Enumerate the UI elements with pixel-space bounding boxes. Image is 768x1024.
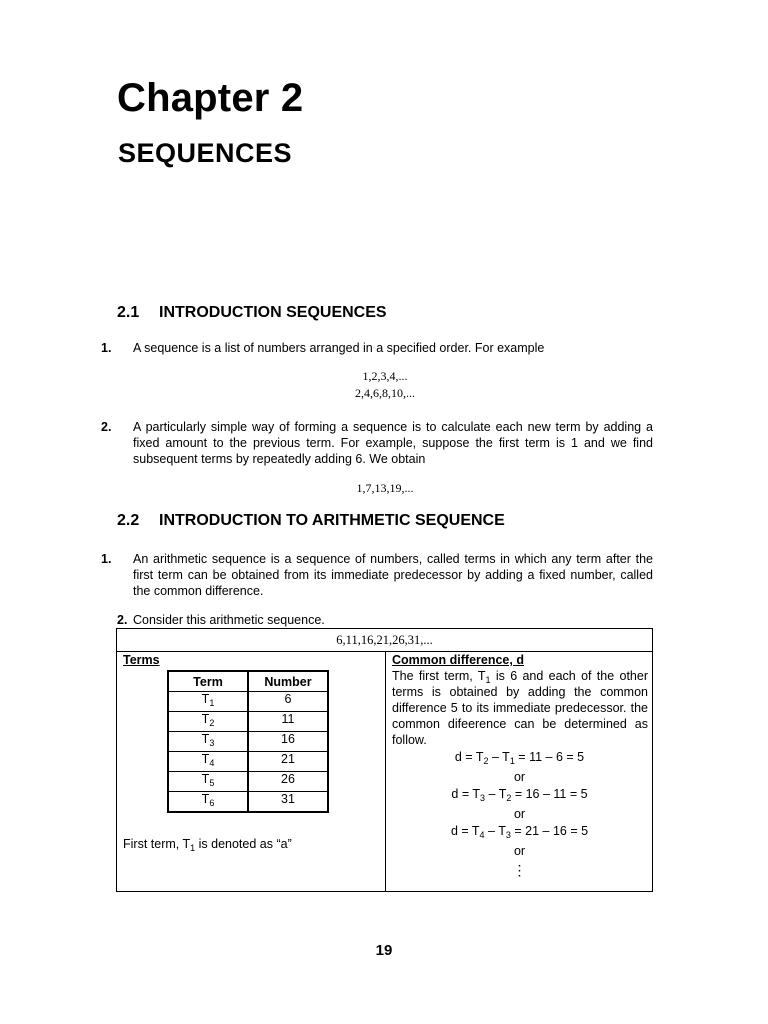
equation-2: $d = T_3 - T_2 = 16 - 11 = 5$ [451, 787, 588, 803]
example-sequence-3: 1,7,13,19,... [356, 481, 414, 495]
or-label: or [513, 770, 526, 784]
equation-3: $d = T_4 - T_3 = 21 - 16 = 5$ [450, 824, 589, 840]
terms-column [117, 652, 386, 891]
equation-1: $d = T_2 - T_1 = 11 - 6 = 5$ [454, 750, 585, 766]
paragraph-1 [101, 340, 653, 356]
paragraph-3 [101, 551, 653, 599]
table-header-term: Term [168, 671, 248, 692]
section-heading-2-1 [117, 304, 387, 322]
paragraph-text: Consider this arithmetic sequence. [133, 613, 325, 627]
number-cell: 21 [248, 752, 328, 772]
term-cell: $T_2$ [168, 712, 248, 732]
number-cell: 26 [248, 772, 328, 792]
page-number: 19 [375, 942, 393, 959]
or-label: or [513, 807, 526, 821]
chapter-title: Chapter 2 [117, 76, 304, 120]
term-cell: $T_6$ [168, 792, 248, 813]
table-row [168, 732, 328, 752]
table-header-row [168, 671, 328, 692]
number-cell: 31 [248, 792, 328, 813]
section-heading-2-2 [117, 512, 505, 530]
paragraph-number: 1. [101, 341, 112, 355]
paragraph-number: 2. [117, 613, 128, 627]
number-cell: 11 [248, 712, 328, 732]
paragraph-text: A sequence is a list of numbers arranged in a specified order. For example [133, 341, 545, 355]
table-row [168, 772, 328, 792]
common-difference-column [387, 652, 652, 891]
sequence-header: 6,11,16,21,26,31,... [117, 629, 652, 652]
term-cell: $T_5$ [168, 772, 248, 792]
paragraph-text: An arithmetic sequence is a sequence of numbers, called terms in which any term after the first term can be obtained from its immediate predecessor by adding a fixed number, called the common difference. [133, 552, 653, 598]
paragraph-text: A particularly simple way of forming a sequence is to calculate each new term by adding a fixed amount to the previous term. For example, suppose the first term is 1 and we find subsequent terms by repeatedly adding 6. We obtain [133, 420, 653, 466]
paragraph-2 [101, 419, 653, 467]
number-cell: 6 [248, 692, 328, 712]
table-row [168, 712, 328, 732]
terms-table [167, 670, 329, 813]
arithmetic-example-box [116, 628, 653, 892]
paragraph-4 [117, 612, 653, 628]
first-term-note: First term, $T_1$ is denoted as “a” [123, 837, 292, 853]
example-sequence-2: 2,4,6,8,10,... [355, 386, 415, 400]
term-cell: $T_3$ [168, 732, 248, 752]
section-number: 2.2 [117, 512, 140, 529]
paragraph-number: 2. [101, 420, 112, 434]
section-title: INTRODUCTION TO ARITHMETIC SEQUENCE [159, 512, 505, 529]
vertical-ellipsis: ⋮ [512, 862, 527, 878]
term-cell: $T_4$ [168, 752, 248, 772]
table-row [168, 752, 328, 772]
section-number: 2.1 [117, 304, 140, 321]
number-cell: 16 [248, 732, 328, 752]
table-row [168, 792, 328, 813]
table-header-number: Number [248, 671, 328, 692]
paragraph-number: 1. [101, 552, 112, 566]
table-row [168, 692, 328, 712]
section-title: INTRODUCTION SEQUENCES [159, 304, 387, 321]
example-sequence-1: 1,2,3,4,... [362, 369, 408, 383]
or-label: or [513, 844, 526, 858]
terms-title: Terms [123, 653, 160, 667]
term-cell: $T_1$ [168, 692, 248, 712]
common-difference-explanation: The first term, $T_1$ is 6 and each of the other terms is obtained by adding the common difference 5 to its immediate predecessor. the common difeerence can be determined as follow. [392, 669, 648, 747]
common-difference-title: Common difference, d [392, 653, 524, 667]
chapter-subtitle: SEQUENCES [118, 138, 293, 168]
